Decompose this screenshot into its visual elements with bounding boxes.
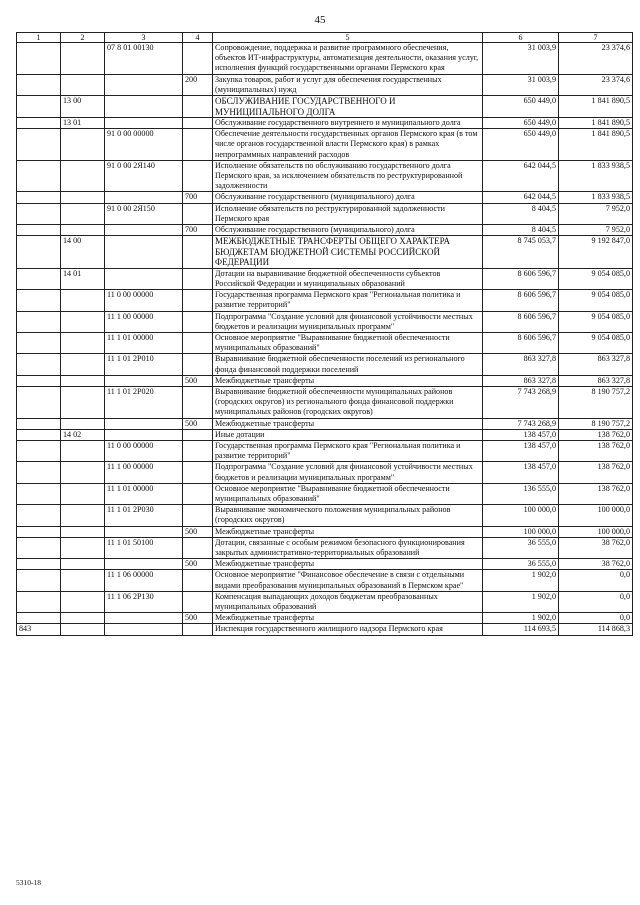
amount-year2-cell: 863 327,8	[559, 375, 633, 386]
amount-year2-cell: 1 833 938,5	[559, 192, 633, 203]
amount-year1-cell: 138 457,0	[483, 429, 559, 440]
table-row	[17, 225, 633, 236]
ministry-code-cell	[17, 290, 61, 311]
item-name-cell: Подпрограмма "Создание условий для финансовой устойчивости местных бюджетов и реализации муниципальных программ"	[213, 311, 483, 332]
item-name-cell: Государственная программа Пермского края "Региональная политика и развитие территорий"	[213, 441, 483, 462]
amount-year2-cell: 8 190 757,2	[559, 386, 633, 418]
ministry-code-cell	[17, 418, 61, 429]
table-row	[17, 526, 633, 537]
expense-type-cell	[183, 591, 213, 612]
expense-type-cell	[183, 129, 213, 161]
expense-type-cell	[183, 268, 213, 289]
amount-year1-cell: 8 606 596,7	[483, 332, 559, 353]
section-code-cell: 13 01	[61, 118, 105, 129]
amount-year1-cell: 642 044,5	[483, 192, 559, 203]
target-item-code-cell: 91 0 00 2Я140	[105, 160, 183, 192]
ministry-code-cell	[17, 354, 61, 375]
item-name-cell: Обслуживание государственного (муниципального) долга	[213, 192, 483, 203]
expense-type-cell	[183, 570, 213, 591]
amount-year2-cell: 138 762,0	[559, 429, 633, 440]
ministry-code-cell	[17, 96, 61, 118]
document-code: 5310-18	[16, 878, 41, 887]
section-code-cell: 14 02	[61, 429, 105, 440]
expense-type-cell	[183, 537, 213, 558]
section-code-cell	[61, 591, 105, 612]
expense-type-cell: 200	[183, 74, 213, 95]
amount-year1-cell: 8 606 596,7	[483, 290, 559, 311]
section-code-cell	[61, 43, 105, 75]
table-row	[17, 160, 633, 192]
target-item-code-cell	[105, 268, 183, 289]
expense-type-cell	[183, 332, 213, 353]
expense-type-cell: 700	[183, 225, 213, 236]
table-row	[17, 96, 633, 118]
amount-year1-cell: 1 902,0	[483, 591, 559, 612]
section-code-cell	[61, 74, 105, 95]
ministry-code-cell	[17, 526, 61, 537]
section-code-cell	[61, 624, 105, 635]
ministry-code-cell	[17, 43, 61, 75]
target-item-code-cell: 91 0 00 00000	[105, 129, 183, 161]
target-item-code-cell	[105, 192, 183, 203]
page-number: 45	[314, 14, 326, 26]
ministry-code-cell: 843	[17, 624, 61, 635]
item-name-cell: Инспекция государственного жилищного надзора Пермского края	[213, 624, 483, 635]
amount-year1-cell: 8 606 596,7	[483, 311, 559, 332]
target-item-code-cell: 11 1 01 00000	[105, 332, 183, 353]
table-row	[17, 505, 633, 526]
table-row	[17, 354, 633, 375]
section-code-cell	[61, 160, 105, 192]
amount-year1-cell: 1 902,0	[483, 613, 559, 624]
amount-year2-cell: 0,0	[559, 591, 633, 612]
amount-year2-cell: 9 192 847,0	[559, 236, 633, 269]
section-code-cell	[61, 375, 105, 386]
expense-type-cell	[183, 441, 213, 462]
table-row	[17, 236, 633, 269]
section-code-cell	[61, 225, 105, 236]
ministry-code-cell	[17, 441, 61, 462]
amount-year1-cell: 138 457,0	[483, 462, 559, 483]
table-row	[17, 311, 633, 332]
expense-type-cell: 500	[183, 526, 213, 537]
amount-year1-cell: 7 743 268,9	[483, 386, 559, 418]
expense-type-cell	[183, 236, 213, 269]
expense-type-cell: 700	[183, 192, 213, 203]
item-name-cell: МЕЖБЮДЖЕТНЫЕ ТРАНСФЕРТЫ ОБЩЕГО ХАРАКТЕРА БЮДЖЕТАМ БЮДЖЕТНОЙ СИСТЕМЫ РОССИЙСКОЙ ФЕДЕРАЦИИ	[213, 236, 483, 269]
amount-year2-cell: 23 374,6	[559, 74, 633, 95]
ministry-code-cell	[17, 192, 61, 203]
target-item-code-cell: 11 1 01 2P030	[105, 505, 183, 526]
ministry-code-cell	[17, 537, 61, 558]
ministry-code-cell	[17, 429, 61, 440]
expense-type-cell: 500	[183, 418, 213, 429]
target-item-code-cell: 11 1 01 00000	[105, 483, 183, 504]
target-item-code-cell	[105, 96, 183, 118]
section-code-cell	[61, 570, 105, 591]
ministry-code-cell	[17, 332, 61, 353]
amount-year1-cell: 8 404,5	[483, 203, 559, 224]
ministry-code-cell	[17, 375, 61, 386]
ministry-code-cell	[17, 129, 61, 161]
target-item-code-cell: 11 0 00 00000	[105, 441, 183, 462]
table-row	[17, 570, 633, 591]
amount-year2-cell: 138 762,0	[559, 462, 633, 483]
amount-year2-cell: 1 841 890,5	[559, 118, 633, 129]
table-row	[17, 203, 633, 224]
target-item-code-cell	[105, 118, 183, 129]
amount-year1-cell: 136 555,0	[483, 483, 559, 504]
amount-year2-cell: 9 054 085,0	[559, 290, 633, 311]
amount-year1-cell: 138 457,0	[483, 441, 559, 462]
section-code-cell	[61, 462, 105, 483]
section-code-cell	[61, 441, 105, 462]
target-item-code-cell	[105, 624, 183, 635]
amount-year2-cell: 138 762,0	[559, 483, 633, 504]
item-name-cell: Межбюджетные трансферты	[213, 375, 483, 386]
expense-type-cell	[183, 290, 213, 311]
table-row	[17, 418, 633, 429]
section-code-cell	[61, 129, 105, 161]
amount-year2-cell: 9 054 085,0	[559, 268, 633, 289]
table-row	[17, 375, 633, 386]
amount-year1-cell: 863 327,8	[483, 354, 559, 375]
target-item-code-cell	[105, 225, 183, 236]
target-item-code-cell	[105, 74, 183, 95]
ministry-code-cell	[17, 613, 61, 624]
item-name-cell: Межбюджетные трансферты	[213, 613, 483, 624]
ministry-code-cell	[17, 311, 61, 332]
ministry-code-cell	[17, 462, 61, 483]
expense-type-cell	[183, 462, 213, 483]
amount-year1-cell: 31 003,9	[483, 74, 559, 95]
table-row	[17, 332, 633, 353]
target-item-code-cell: 07 8 01 00130	[105, 43, 183, 75]
item-name-cell: Выравнивание бюджетной обеспеченности муниципальных районов (городских округов) из регионального фонда финансовой поддержки муниципальных районов (городских округов)	[213, 386, 483, 418]
table-row	[17, 268, 633, 289]
item-name-cell: Иные дотации	[213, 429, 483, 440]
item-name-cell: Межбюджетные трансферты	[213, 559, 483, 570]
target-item-code-cell: 11 1 06 2P130	[105, 591, 183, 612]
item-name-cell: Обеспечение деятельности государственных органов Пермского края (в том числе органов государственной власти Пермского края) в рамках непрограммных направлений расходов	[213, 129, 483, 161]
table-row	[17, 129, 633, 161]
amount-year2-cell: 0,0	[559, 570, 633, 591]
amount-year1-cell: 114 693,5	[483, 624, 559, 635]
item-name-cell: Межбюджетные трансферты	[213, 526, 483, 537]
expense-type-cell	[183, 354, 213, 375]
section-code-cell: 13 00	[61, 96, 105, 118]
ministry-code-cell	[17, 570, 61, 591]
target-item-code-cell: 11 0 00 00000	[105, 290, 183, 311]
target-item-code-cell	[105, 559, 183, 570]
expense-type-cell	[183, 43, 213, 75]
table-row	[17, 429, 633, 440]
item-name-cell: Исполнение обязательств по обслуживанию государственного долга Пермского края, за исключением обязательств по реструктурированной задолженности	[213, 160, 483, 192]
table-row	[17, 290, 633, 311]
amount-year1-cell: 8 745 053,7	[483, 236, 559, 269]
expense-type-cell	[183, 429, 213, 440]
section-code-cell	[61, 613, 105, 624]
section-code-cell	[61, 290, 105, 311]
amount-year1-cell: 36 555,0	[483, 559, 559, 570]
amount-year2-cell: 9 054 085,0	[559, 332, 633, 353]
section-code-cell	[61, 418, 105, 429]
expense-type-cell	[183, 160, 213, 192]
column-header: 3	[105, 33, 183, 43]
section-code-cell: 14 01	[61, 268, 105, 289]
target-item-code-cell	[105, 375, 183, 386]
target-item-code-cell	[105, 236, 183, 269]
target-item-code-cell: 11 1 06 00000	[105, 570, 183, 591]
section-code-cell	[61, 483, 105, 504]
section-code-cell	[61, 203, 105, 224]
ministry-code-cell	[17, 236, 61, 269]
item-name-cell: Компенсация выпадающих доходов бюджетам преобразованных муниципальных образований	[213, 591, 483, 612]
ministry-code-cell	[17, 591, 61, 612]
column-header: 2	[61, 33, 105, 43]
target-item-code-cell	[105, 429, 183, 440]
amount-year1-cell: 650 449,0	[483, 129, 559, 161]
amount-year2-cell: 1 841 890,5	[559, 96, 633, 118]
amount-year1-cell: 642 044,5	[483, 160, 559, 192]
amount-year2-cell: 1 841 890,5	[559, 129, 633, 161]
item-name-cell: Основное мероприятие "Финансовое обеспечение в связи с отдельными видами преобразования муниципальных образований в Пермском крае"	[213, 570, 483, 591]
table-row	[17, 118, 633, 129]
table-row	[17, 386, 633, 418]
amount-year2-cell: 23 374,6	[559, 43, 633, 75]
amount-year1-cell: 100 000,0	[483, 526, 559, 537]
amount-year2-cell: 7 952,0	[559, 225, 633, 236]
column-header: 5	[213, 33, 483, 43]
expense-type-cell	[183, 203, 213, 224]
column-header: 4	[183, 33, 213, 43]
amount-year2-cell: 9 054 085,0	[559, 311, 633, 332]
target-item-code-cell: 11 1 00 00000	[105, 311, 183, 332]
expense-type-cell: 500	[183, 375, 213, 386]
budget-table	[16, 32, 633, 636]
amount-year1-cell: 8 404,5	[483, 225, 559, 236]
table-row	[17, 624, 633, 635]
ministry-code-cell	[17, 118, 61, 129]
ministry-code-cell	[17, 160, 61, 192]
amount-year1-cell: 650 449,0	[483, 118, 559, 129]
item-name-cell: Выравнивание бюджетной обеспеченности поселений из регионального фонда финансовой поддержки поселений	[213, 354, 483, 375]
section-code-cell	[61, 386, 105, 418]
amount-year1-cell: 863 327,8	[483, 375, 559, 386]
ministry-code-cell	[17, 386, 61, 418]
table-row	[17, 74, 633, 95]
amount-year2-cell: 100 000,0	[559, 505, 633, 526]
amount-year1-cell: 31 003,9	[483, 43, 559, 75]
amount-year2-cell: 7 952,0	[559, 203, 633, 224]
item-name-cell: Исполнение обязательств по реструктурированной задолженности Пермского края	[213, 203, 483, 224]
item-name-cell: Дотации, связанные с особым режимом безопасного функционирования закрытых административно-территориальных образований	[213, 537, 483, 558]
item-name-cell: Обслуживание государственного (муниципального) долга	[213, 225, 483, 236]
table-row	[17, 441, 633, 462]
amount-year2-cell: 38 762,0	[559, 537, 633, 558]
item-name-cell: Обслуживание государственного внутреннего и муниципального долга	[213, 118, 483, 129]
section-code-cell: 14 00	[61, 236, 105, 269]
expense-type-cell	[183, 386, 213, 418]
section-code-cell	[61, 332, 105, 353]
table-row	[17, 537, 633, 558]
target-item-code-cell	[105, 613, 183, 624]
amount-year2-cell: 38 762,0	[559, 559, 633, 570]
expense-type-cell	[183, 624, 213, 635]
amount-year1-cell: 8 606 596,7	[483, 268, 559, 289]
amount-year1-cell: 7 743 268,9	[483, 418, 559, 429]
table-row	[17, 483, 633, 504]
expense-type-cell: 500	[183, 559, 213, 570]
item-name-cell: Межбюджетные трансферты	[213, 418, 483, 429]
ministry-code-cell	[17, 225, 61, 236]
item-name-cell: Государственная программа Пермского края "Региональная политика и развитие территорий"	[213, 290, 483, 311]
target-item-code-cell	[105, 418, 183, 429]
item-name-cell: Основное мероприятие "Выравнивание бюджетной обеспеченности муниципальных образований"	[213, 483, 483, 504]
section-code-cell	[61, 537, 105, 558]
ministry-code-cell	[17, 559, 61, 570]
expense-type-cell	[183, 505, 213, 526]
expense-type-cell: 500	[183, 613, 213, 624]
column-header: 1	[17, 33, 61, 43]
amount-year1-cell: 100 000,0	[483, 505, 559, 526]
table-row	[17, 591, 633, 612]
item-name-cell: Подпрограмма "Создание условий для финансовой устойчивости местных бюджетов и реализации муниципальных программ"	[213, 462, 483, 483]
column-header-row	[17, 33, 633, 43]
expense-type-cell	[183, 118, 213, 129]
table-row	[17, 613, 633, 624]
amount-year2-cell: 1 833 938,5	[559, 160, 633, 192]
ministry-code-cell	[17, 74, 61, 95]
amount-year2-cell: 114 868,3	[559, 624, 633, 635]
column-header: 6	[483, 33, 559, 43]
target-item-code-cell	[105, 526, 183, 537]
amount-year1-cell: 36 555,0	[483, 537, 559, 558]
item-name-cell: ОБСЛУЖИВАНИЕ ГОСУДАРСТВЕННОГО И МУНИЦИПАЛЬНОГО ДОЛГА	[213, 96, 483, 118]
amount-year2-cell: 100 000,0	[559, 526, 633, 537]
table-row	[17, 559, 633, 570]
section-code-cell	[61, 311, 105, 332]
amount-year1-cell: 1 902,0	[483, 570, 559, 591]
item-name-cell: Дотации на выравнивание бюджетной обеспеченности субъектов Российской Федерации и муниципальных образований	[213, 268, 483, 289]
section-code-cell	[61, 559, 105, 570]
ministry-code-cell	[17, 203, 61, 224]
expense-type-cell	[183, 96, 213, 118]
section-code-cell	[61, 354, 105, 375]
column-header: 7	[559, 33, 633, 43]
amount-year2-cell: 138 762,0	[559, 441, 633, 462]
amount-year2-cell: 0,0	[559, 613, 633, 624]
budget-table-body	[17, 43, 633, 636]
amount-year2-cell: 863 327,8	[559, 354, 633, 375]
ministry-code-cell	[17, 268, 61, 289]
ministry-code-cell	[17, 483, 61, 504]
table-row	[17, 43, 633, 75]
section-code-cell	[61, 505, 105, 526]
expense-type-cell	[183, 311, 213, 332]
table-row	[17, 462, 633, 483]
item-name-cell: Сопровождение, поддержка и развитие программного обеспечения, объектов ИТ-инфраструктуры, автоматизация деятельности, оказания услуг, исполнения функций государственными органами Пермского края	[213, 43, 483, 75]
section-code-cell	[61, 526, 105, 537]
ministry-code-cell	[17, 505, 61, 526]
item-name-cell: Закупка товаров, работ и услуг для обеспечения государственных (муниципальных) нужд	[213, 74, 483, 95]
table-row	[17, 192, 633, 203]
target-item-code-cell: 11 1 01 2P020	[105, 386, 183, 418]
target-item-code-cell: 11 1 01 2P010	[105, 354, 183, 375]
expense-type-cell	[183, 483, 213, 504]
target-item-code-cell: 11 1 01 50100	[105, 537, 183, 558]
target-item-code-cell: 11 1 00 00000	[105, 462, 183, 483]
target-item-code-cell: 91 0 00 2Я150	[105, 203, 183, 224]
amount-year1-cell: 650 449,0	[483, 96, 559, 118]
item-name-cell: Основное мероприятие "Выравнивание бюджетной обеспеченности муниципальных образований"	[213, 332, 483, 353]
section-code-cell	[61, 192, 105, 203]
amount-year2-cell: 8 190 757,2	[559, 418, 633, 429]
item-name-cell: Выравнивание экономического положения муниципальных районов (городских округов)	[213, 505, 483, 526]
